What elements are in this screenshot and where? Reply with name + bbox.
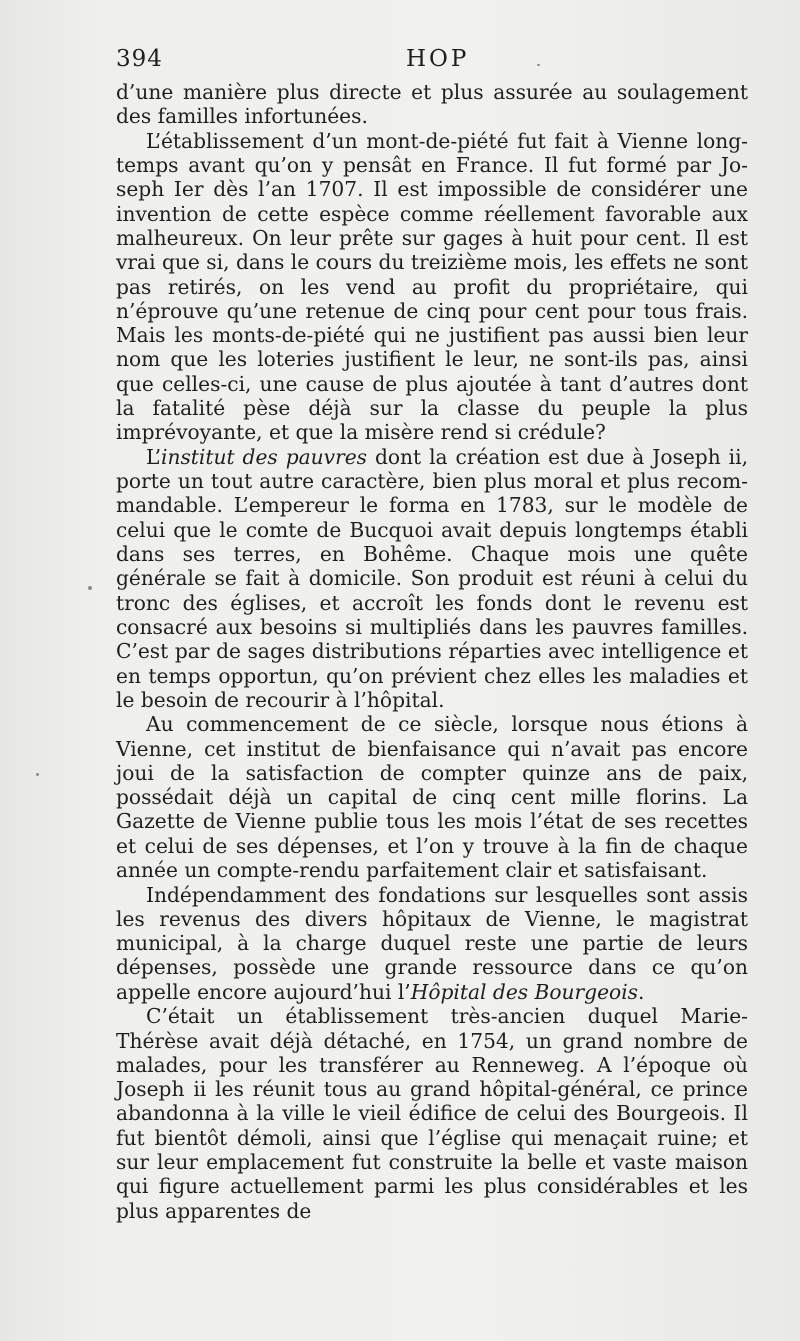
page-number: 394 xyxy=(116,46,163,72)
paper-speck xyxy=(88,586,92,590)
paragraph-4: Au commencement de ce siècle, lorsque nous étions à Vienne, cet institut de bienfaisance qui n’avait pas encore joui de la satisfaction de compter quinze ans de paix, possédait déjà un capital de cinq cent mille florins. La Gazette de Vienne publie tous les mois l’état de ses recettes et celui de ses dépenses, et l’on y trouve à la fin de chaque année un compte-rendu parfaitement clair et satisfaisant. xyxy=(116,712,748,883)
paragraph-2: L’établissement d’un mont-de-piété fut fait à Vienne longtemps avant qu’on y pensât en France. Il fut formé par Joseph Ier dès l’an 1707. Il est impossible de considérer une invention de cette espèce comme réellement favorable aux malheureux. On leur prête sur gages à huit pour cent. Il est vrai que si, dans le cours du treizième mois, les effets ne sont pas retirés, on les vend au profit du propriétaire, qui n’éprouve qu’une retenue de cinq pour cent pour tous frais. Mais les monts-de-piété qui ne justifient pas aussi bien leur nom que les loteries justifient le leur, ne sont-ils pas, ainsi que celles-ci, une cause de plus ajoutée à tant d’autres dont la fatalité pèse déjà sur la classe du peuple la plus imprévoyante, et que la misère rend si crédule? xyxy=(116,128,748,445)
paragraph-3: L’institut des pauvres dont la création est due à Joseph ii, porte un tout autre caractère, bien plus moral et plus recommandable. L’empereur le forma en 1783, sur le modèle de celui que le comte de Bucquoi avait depuis longtemps établi dans ses terres, en Bohême. Chaque mois une quête générale se fait à domicile. Son produit est réuni à celui du tronc des églises, et accroît les fonds dont le revenu est consacré aux besoins si multipliés dans les pauvres familles. C’est par de sages distributions réparties avec intelligence et en temps opportun, qu’on prévient chez elles les maladies et le besoin de recourir à l’hôpital. xyxy=(116,444,748,712)
paper-speck xyxy=(36,773,39,776)
italic-term: institut des pauvres xyxy=(160,444,368,469)
italic-term: Hôpital des Bourgeois xyxy=(410,979,639,1004)
paragraph-5: Indépendamment des fondations sur lesquelles sont assis les revenus des divers hôpitaux de Vienne, le magistrat municipal, à la charge duquel reste une partie de leurs dépenses, possède une grande ressource dans ce qu’on appelle encore aujourd’hui l’Hôpital des Bourgeois. xyxy=(116,882,748,1004)
body-text xyxy=(116,80,748,1223)
paragraph-6: C’était un établissement très-ancien duquel Marie-Thérèse avait déjà détaché, en 1754, un grand nombre de malades, pour les transférer au Renneweg. A l’époque où Joseph ii les réunit tous au grand hôpital-général, ce prince abandonna à la ville le vieil édifice de celui des Bourgeois. Il fut bientôt démoli, ainsi que l’église qui menaçait ruine; et sur leur emplacement fut construite la belle et vaste maison qui figure actuellement parmi les plus considérables et les plus apparentes de xyxy=(116,1004,748,1223)
running-head: HOP xyxy=(406,46,470,72)
page-header xyxy=(116,46,756,80)
paragraph-1: d’une manière plus directe et plus assurée au soulagement des familles infortunées. xyxy=(116,80,748,129)
paper-speck xyxy=(537,64,540,66)
